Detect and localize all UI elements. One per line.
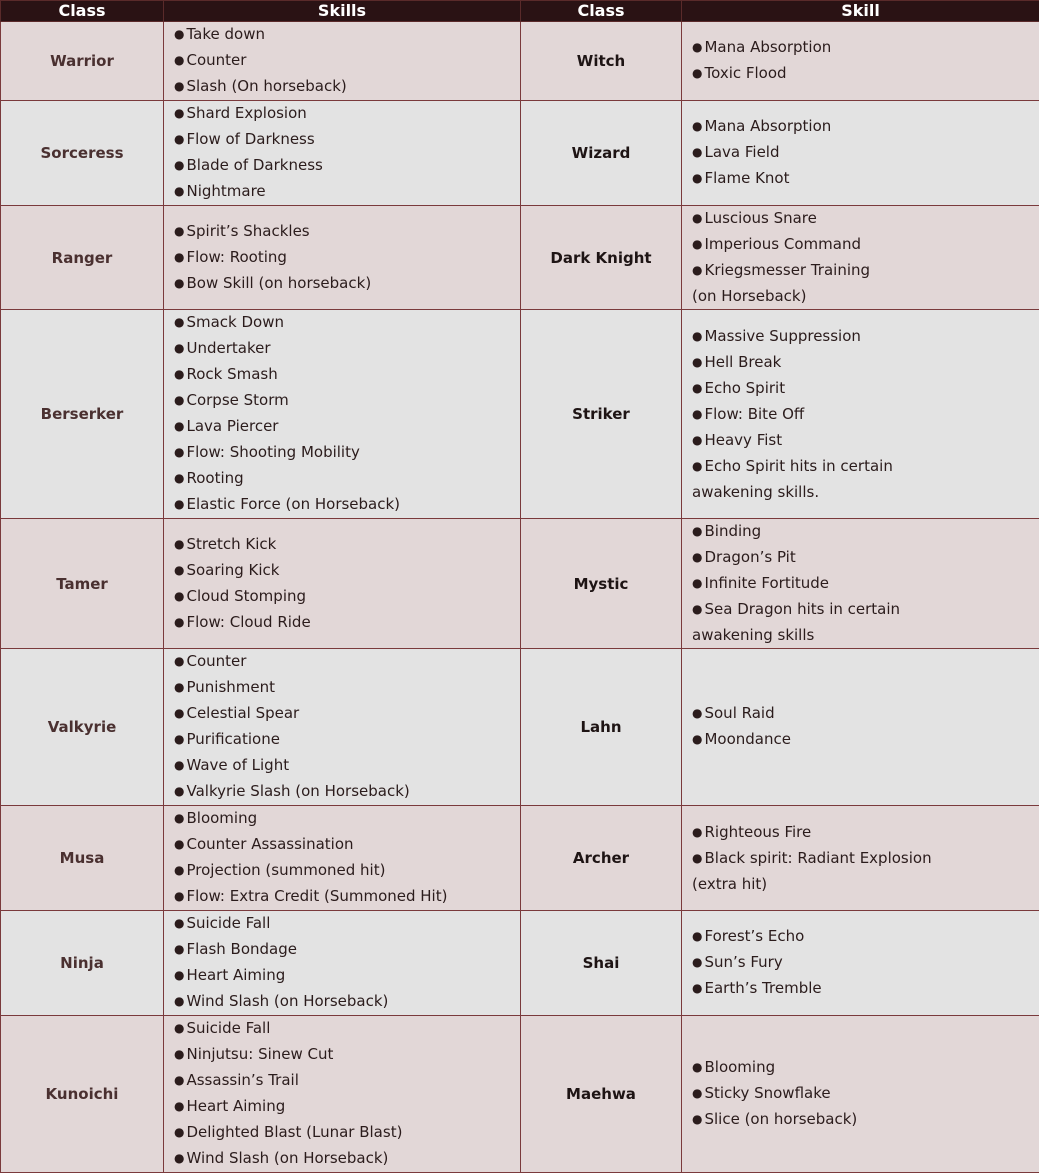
skill-item: ● Ninjutsu: Sinew Cut xyxy=(174,1042,520,1068)
skill-item: ● Flow: Cloud Ride xyxy=(174,610,520,636)
skill-list-right xyxy=(682,911,1039,1016)
class-name-left: Kunoichi xyxy=(1,1016,164,1173)
skill-item: ● Black spirit: Radiant Explosion xyxy=(692,846,1039,872)
skill-item: ● Valkyrie Slash (on Horseback) xyxy=(174,779,520,805)
skill-item: ● Wind Slash (on Horseback) xyxy=(174,989,520,1015)
header-class-right: Class xyxy=(521,1,682,22)
skill-item: ● Wind Slash (on Horseback) xyxy=(174,1146,520,1172)
skill-item: ● Flame Knot xyxy=(692,166,1039,192)
skill-item: ● Lava Piercer xyxy=(174,414,520,440)
skill-list-right xyxy=(682,649,1039,806)
skill-item: ● Heart Aiming xyxy=(174,1094,520,1120)
skill-item: ● Kriegsmesser Training xyxy=(692,258,1039,284)
skill-item: ● Dragon’s Pit xyxy=(692,545,1039,571)
skill-item: ● Infinite Fortitude xyxy=(692,571,1039,597)
class-name-left: Valkyrie xyxy=(1,649,164,806)
class-name-right: Maehwa xyxy=(521,1016,682,1173)
skill-item-continuation: awakening skills xyxy=(692,623,1039,648)
skill-item: ● Heavy Fist xyxy=(692,428,1039,454)
skill-item: ● Suicide Fall xyxy=(174,911,520,937)
skill-list-right xyxy=(682,101,1039,206)
skill-list-left xyxy=(164,206,521,310)
skill-item: ● Flash Bondage xyxy=(174,937,520,963)
skill-list-left xyxy=(164,806,521,911)
table-row xyxy=(1,310,1039,519)
class-name-right: Wizard xyxy=(521,101,682,206)
skill-item: ● Sticky Snowflake xyxy=(692,1081,1039,1107)
skill-item: ● Flow: Rooting xyxy=(174,245,520,271)
skill-item: ● Counter Assassination xyxy=(174,832,520,858)
skill-list-right xyxy=(682,806,1039,911)
skill-item: ● Stretch Kick xyxy=(174,532,520,558)
skill-item: ● Flow: Bite Off xyxy=(692,402,1039,428)
class-name-left: Ranger xyxy=(1,206,164,310)
skill-item: ● Celestial Spear xyxy=(174,701,520,727)
skill-item: ● Nightmare xyxy=(174,179,520,205)
skill-item: ● Righteous Fire xyxy=(692,820,1039,846)
table-row xyxy=(1,649,1039,806)
skill-item: ● Sea Dragon hits in certain xyxy=(692,597,1039,623)
table-row xyxy=(1,22,1039,101)
class-name-right: Shai xyxy=(521,911,682,1016)
skill-item: ● Rooting xyxy=(174,466,520,492)
skill-item: ● Flow of Darkness xyxy=(174,127,520,153)
skill-item: ● Blade of Darkness xyxy=(174,153,520,179)
skill-item: ● Forest’s Echo xyxy=(692,924,1039,950)
skill-item: ● Blooming xyxy=(692,1055,1039,1081)
skill-item: ● Counter xyxy=(174,649,520,675)
skill-item: ● Cloud Stomping xyxy=(174,584,520,610)
skill-item: ● Earth’s Tremble xyxy=(692,976,1039,1002)
skill-item: ● Imperious Command xyxy=(692,232,1039,258)
skill-list-left xyxy=(164,1016,521,1173)
skill-list-right xyxy=(682,22,1039,101)
class-name-right: Archer xyxy=(521,806,682,911)
skill-item: ● Shard Explosion xyxy=(174,101,520,127)
skill-item: ● Undertaker xyxy=(174,336,520,362)
skill-item: ● Counter xyxy=(174,48,520,74)
skill-item: ● Mana Absorption xyxy=(692,114,1039,140)
skill-list-right xyxy=(682,519,1039,649)
class-name-left: Berserker xyxy=(1,310,164,519)
skill-item-continuation: awakening skills. xyxy=(692,480,1039,505)
skill-item: ● Punishment xyxy=(174,675,520,701)
class-name-left: Warrior xyxy=(1,22,164,101)
header-skills-left: Skills xyxy=(164,1,521,22)
skill-item: ● Blooming xyxy=(174,806,520,832)
skill-item: ● Sun’s Fury xyxy=(692,950,1039,976)
skill-item: ● Soul Raid xyxy=(692,701,1039,727)
skill-item: ● Assassin’s Trail xyxy=(174,1068,520,1094)
skill-item: ● Suicide Fall xyxy=(174,1016,520,1042)
skill-list-left xyxy=(164,519,521,649)
skill-item: ● Heart Aiming xyxy=(174,963,520,989)
skill-item: ● Spirit’s Shackles xyxy=(174,219,520,245)
header-row xyxy=(1,1,1039,22)
table-row xyxy=(1,206,1039,310)
skill-item: ● Slice (on horseback) xyxy=(692,1107,1039,1133)
skill-item: ● Purificatione xyxy=(174,727,520,753)
skill-item: ● Hell Break xyxy=(692,350,1039,376)
skill-list-right xyxy=(682,310,1039,519)
skill-list-right xyxy=(682,206,1039,310)
skill-item: ● Bow Skill (on horseback) xyxy=(174,271,520,297)
skill-item: ● Take down xyxy=(174,22,520,48)
skill-item: ● Rock Smash xyxy=(174,362,520,388)
class-name-right: Dark Knight xyxy=(521,206,682,310)
skill-item: ● Binding xyxy=(692,519,1039,545)
skill-item: ● Wave of Light xyxy=(174,753,520,779)
skill-item: ● Soaring Kick xyxy=(174,558,520,584)
table-row xyxy=(1,1016,1039,1173)
skill-item: ● Massive Suppression xyxy=(692,324,1039,350)
skill-item: ● Echo Spirit xyxy=(692,376,1039,402)
skill-list-right xyxy=(682,1016,1039,1173)
skill-item: ● Moondance xyxy=(692,727,1039,753)
skill-item: ● Luscious Snare xyxy=(692,206,1039,232)
header-class-left: Class xyxy=(1,1,164,22)
skill-item: ● Lava Field xyxy=(692,140,1039,166)
skill-item: ● Toxic Flood xyxy=(692,61,1039,87)
class-name-left: Musa xyxy=(1,806,164,911)
skill-item: ● Flow: Extra Credit (Summoned Hit) xyxy=(174,884,520,910)
class-name-left: Sorceress xyxy=(1,101,164,206)
skill-item: ● Smack Down xyxy=(174,310,520,336)
class-name-left: Ninja xyxy=(1,911,164,1016)
class-name-left: Tamer xyxy=(1,519,164,649)
skill-item: ● Mana Absorption xyxy=(692,35,1039,61)
skill-item-continuation: (on Horseback) xyxy=(692,284,1039,309)
class-name-right: Witch xyxy=(521,22,682,101)
skill-list-left xyxy=(164,911,521,1016)
skill-item: ● Echo Spirit hits in certain xyxy=(692,454,1039,480)
class-name-right: Striker xyxy=(521,310,682,519)
skill-item-continuation: (extra hit) xyxy=(692,872,1039,897)
skill-item: ● Corpse Storm xyxy=(174,388,520,414)
table-row xyxy=(1,519,1039,649)
table-row xyxy=(1,806,1039,911)
skill-item: ● Projection (summoned hit) xyxy=(174,858,520,884)
skill-item: ● Elastic Force (on Horseback) xyxy=(174,492,520,518)
table-row xyxy=(1,101,1039,206)
skill-list-left xyxy=(164,310,521,519)
skill-item: ● Delighted Blast (Lunar Blast) xyxy=(174,1120,520,1146)
skill-list-left xyxy=(164,649,521,806)
header-skill-right: Skill xyxy=(682,1,1039,22)
class-name-right: Mystic xyxy=(521,519,682,649)
class-name-right: Lahn xyxy=(521,649,682,806)
skill-item: ● Slash (On horseback) xyxy=(174,74,520,100)
skill-list-left xyxy=(164,101,521,206)
table-row xyxy=(1,911,1039,1016)
skill-item: ● Flow: Shooting Mobility xyxy=(174,440,520,466)
skill-list-left xyxy=(164,22,521,101)
